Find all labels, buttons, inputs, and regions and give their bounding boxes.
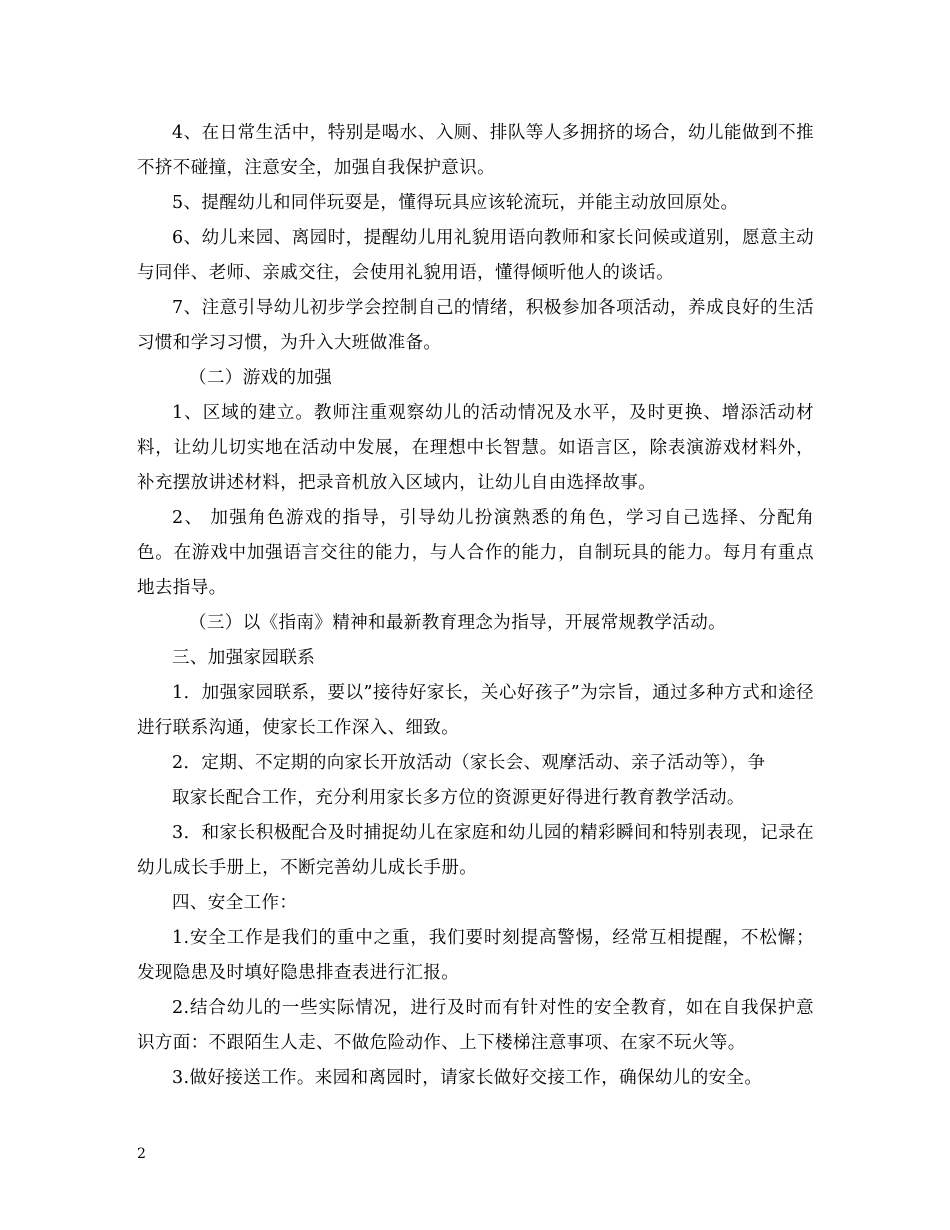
paragraph-area-setup: 1、区域的建立。教师注重观察幼儿的活动情况及水平，及时更换、增添活动材料，让幼儿切实地在活动中发展，在理想中长智慧。如语言区，除表演游戏材料外，补充摆放讲述材料，把录音机放入区域内，让幼儿自由选择故事。 [137,403,814,493]
document-body [137,116,814,1096]
paragraph-role-play: 2、 加强角色游戏的指导，引导幼儿扮演熟悉的角色，学习自己选择、分配角色。在游戏中加强语言交往的能力，与人合作的能力，自制玩具的能力。每月有重点地去指导。 [137,508,814,598]
section-heading-home-school: 三、加强家园联系 [172,648,316,668]
paragraph-home-school-1: 1．加强家园联系，要以”接待好家长，关心好孩子”为宗旨，通过多种方式和途径进行联系沟通，使家长工作深入、细致。 [137,683,814,738]
page-number: 2 [137,1146,146,1162]
paragraph-item-5: 5、提醒幼儿和同伴玩耍是，懂得玩具应该轮流玩，并能主动放回原处。 [172,193,739,213]
section-heading-safety: 四、安全工作： [172,893,298,913]
paragraph-home-school-2: 2．定期、不定期的向家长开放活动（家长会、观摩活动、亲子活动等），争 [172,753,766,773]
paragraph-item-6: 6、幼儿来园、离园时，提醒幼儿用礼貌用语向教师和家长问候或道别，愿意主动与同伴、老师、亲戚交往，会使用礼貌用语，懂得倾听他人的谈话。 [137,228,814,283]
paragraph-home-school-3: 3．和家长积极配合及时捕捉幼儿在家庭和幼儿园的精彩瞬间和特别表现，记录在幼儿成长手册上，不断完善幼儿成长手册。 [137,823,814,878]
section-heading-guide: （三）以《指南》精神和最新教育理念为指导，开展常规教学活动。 [189,613,726,633]
section-heading-games: （二）游戏的加强 [189,368,333,388]
paragraph-safety-2: 2.结合幼儿的一些实际情况，进行及时而有针对性的安全教育，如在自我保护意识方面：不跟陌生人走、不做危险动作、上下楼梯注意事项、在家不玩火等。 [137,998,814,1053]
paragraph-safety-1: 1.安全工作是我们的重中之重，我们要时刻提高警惕，经常互相提醒，不松懈；发现隐患及时填好隐患排查表进行汇报。 [137,928,814,983]
paragraph-home-school-2-continued: 取家长配合工作，充分利用家长多方位的资源更好得进行教育教学活动。 [172,788,745,808]
paragraph-safety-3: 3.做好接送工作。来园和离园时，请家长做好交接工作，确保幼儿的安全。 [172,1068,763,1088]
paragraph-item-7: 7、注意引导幼儿初步学会控制自己的情绪，积极参加各项活动，养成良好的生活习惯和学习习惯，为升入大班做准备。 [137,298,814,353]
paragraph-item-4: 4、在日常生活中，特别是喝水、入厕、排队等人多拥挤的场合，幼儿能做到不推不挤不碰撞，注意安全，加强自我保护意识。 [137,123,814,178]
